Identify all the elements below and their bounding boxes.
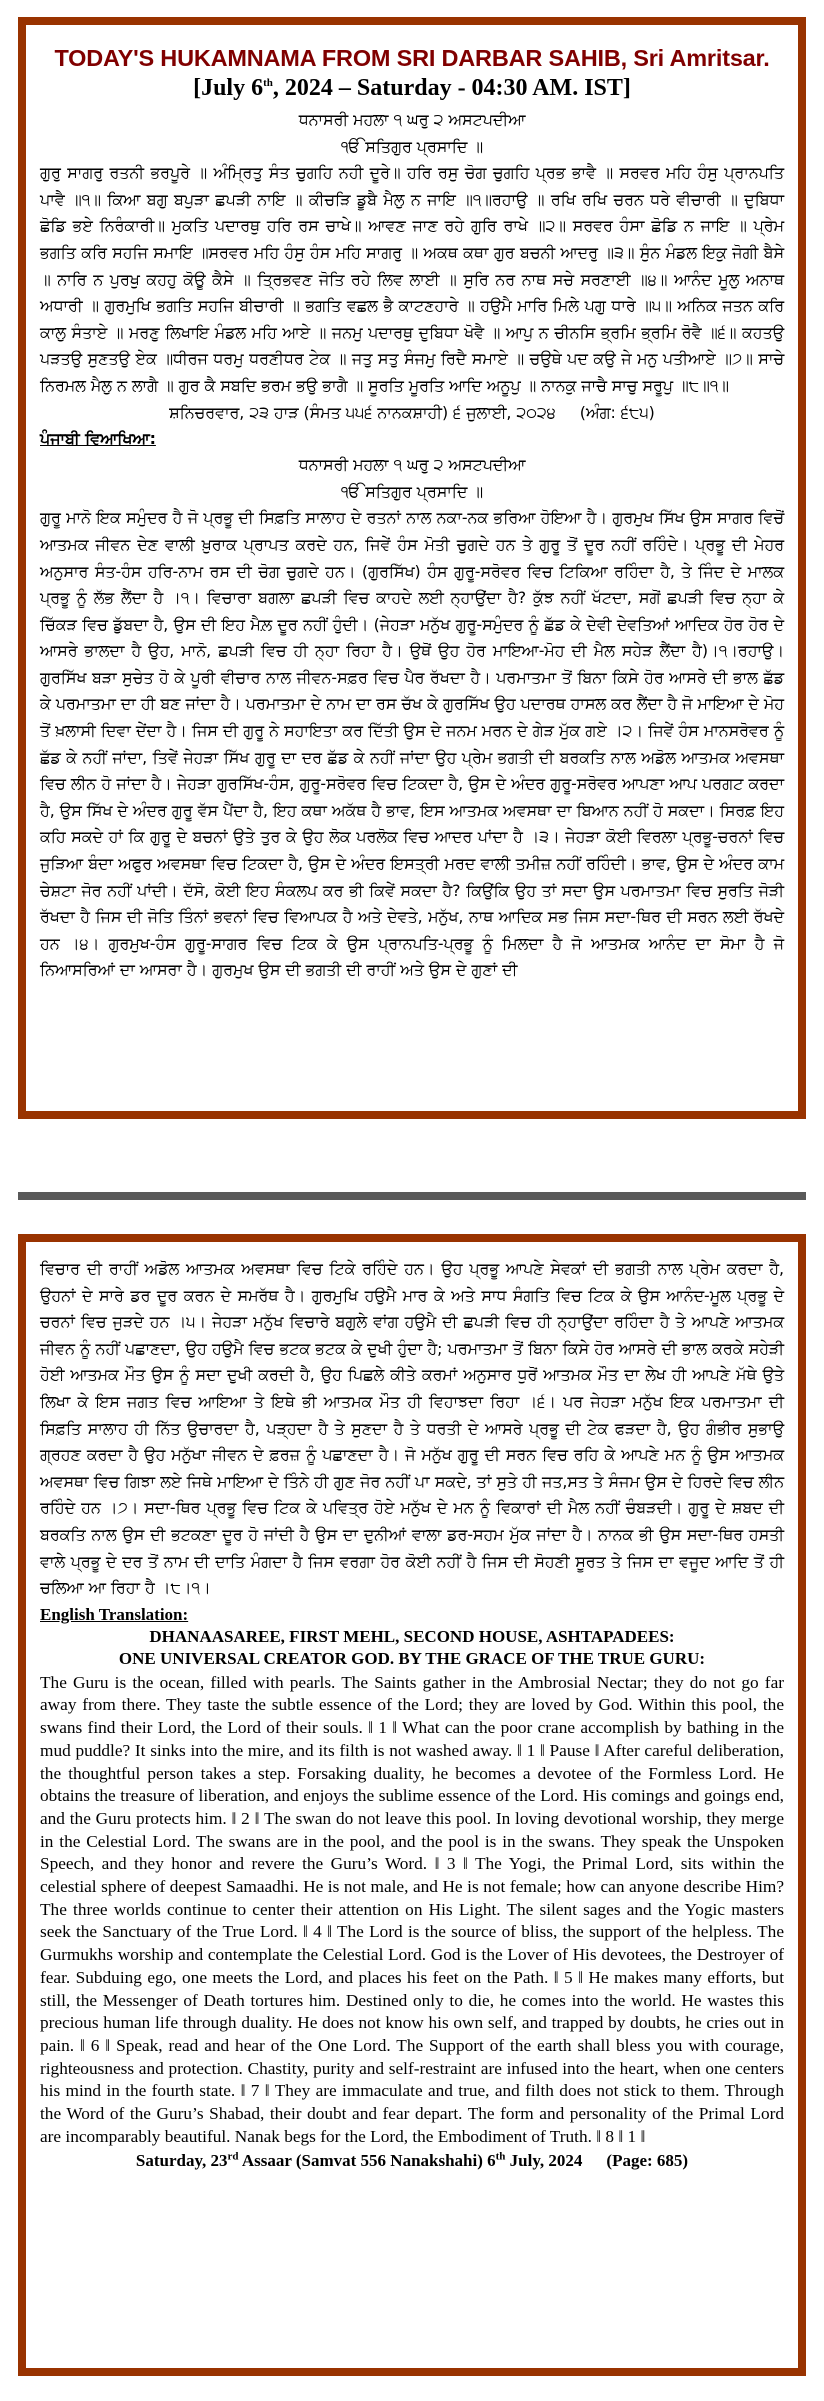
english-translation-label: English Translation: (40, 1604, 189, 1624)
footer-day: Saturday, 23 (135, 2151, 228, 2171)
date-prefix: [July 6 (193, 75, 264, 101)
footer-day-sup: rd (227, 2150, 239, 2163)
explanation-text-part2: ਵਿਚਾਰ ਦੀ ਰਾਹੀਂ ਅਡੋਲ ਆਤਮਕ ਅਵਸਥਾ ਵਿਚ ਟਿਕੇ ਰਹਿੰਦੇ ਹਨ। ਉਹ ਪ੍ਰਭੂ ਆਪਣੇ ਸੇਵਕਾਂ ਦੀ ਭਗਤੀ ਨਾਲ ਪ੍ਰੇਮ ਕਰਦਾ ਹੈ, ਉਹਨਾਂ ਦੇ ਸਾਰੇ ਡਰ ਦੂਰ ਕਰਨ ਦੇ ਸਮਰੱਥ ਹੈ। ਗੁਰਮੁਖਿ ਹਉਮੈ ਮਾਰ ਕੇ ਅਤੇ ਸਾਧ ਸੰਗਤਿ ਵਿਚ ਟਿਕ ਕੇ ਉਸ ਆਨੰਦ-ਮੂਲ ਪ੍ਰਭੂ ਦੇ ਚਰਨਾਂ ਵਿਚ ਜੁੜਦੇ ਹਨ ।੫। ਜੇਹੜਾ ਮਨੁੱਖ ਵਿਚਾਰੇ ਬਗੁਲੇ ਵਾਂਗ ਹਉਮੈ ਦੀ ਛਪੜੀ ਵਿਚ ਹੀ ਨ੍ਹਾਉਂਦਾ ਰਹਿੰਦਾ ਹੈ ਤੇ ਆਪਣੇ ਆਤਮਕ ਜੀਵਨ ਨੂੰ ਨਹੀਂ ਪਛਾਣਦਾ, ਉਹ ਹਉਮੈ ਵਿਚ ਭਟਕ ਭਟਕ ਕੇ ਦੁਖੀ ਹੁੰਦਾ ਹੈ; ਪਰਮਾਤਮਾ ਤੋਂ ਬਿਨਾ ਕਿਸੇ ਹੋਰ ਆਸਰੇ ਦੀ ਭਾਲ ਕਰਕੇ ਸਹੇੜੀ ਹੋਈ ਆਤਮਕ ਮੌਤ ਉਸ ਨੂੰ ਸਦਾ ਦੁਖੀ ਕਰਦੀ ਹੈ, ਉਹ ਪਿਛਲੇ ਕੀਤੇ ਕਰਮਾਂ ਅਨੁਸਾਰ ਧੁਰੋਂ ਆਤਮਕ ਮੌਤ ਦਾ ਲੇਖ ਹੀ ਆਪਣੇ ਮੱਥੇ ਉਤੇ ਲਿਖਾ ਕੇ ਇਸ ਜਗਤ ਵਿਚ ਆਇਆ ਤੇ ਇਥੇ ਭੀ ਆਤਮਕ ਮੌਤ ਹੀ ਵਿਹਾਝਦਾ ਰਿਹਾ ।੬। ਪਰ ਜੇਹੜਾ ਮਨੁੱਖ ਇਕ ਪਰਮਾਤਮਾ ਦੀ ਸਿਫ਼ਤਿ ਸਾਲਾਹ ਹੀ ਨਿੱਤ ਉਚਾਰਦਾ ਹੈ, ਪੜ੍ਹਦਾ ਹੈ ਤੇ ਸੁਣਦਾ ਹੈ ਤੇ ਧਰਤੀ ਦੇ ਆਸਰੇ ਪ੍ਰਭੂ ਦੀ ਟੇਕ ਫੜਦਾ ਹੈ, ਉਹ ਗੰਭੀਰ ਸੁਭਾਉ ਗ੍ਰਹਣ ਕਰਦਾ ਹੈ ਉਹ ਮਨੁੱਖਾ ਜੀਵਨ ਦੇ ਫ਼ਰਜ਼ ਨੂੰ ਪਛਾਣਦਾ ਹੈ। ਜੋ ਮਨੁੱਖ ਗੁਰੂ ਦੀ ਸਰਨ ਵਿਚ ਰਹਿ ਕੇ ਆਪਣੇ ਮਨ ਨੂੰ ਉਸ ਆਤਮਕ ਅਵਸਥਾ ਵਿਚ ਗਿਝਾ ਲਏ ਜਿਥੇ ਮਾਇਆ ਦੇ ਤਿੰਨੇ ਹੀ ਗੁਣ ਜੋਰ ਨਹੀਂ ਪਾ ਸਕਦੇ, ਤਾਂ ਸੁਤੇ ਹੀ ਜਤ,ਸਤ ਤੇ ਸੰਜਮ ਉਸ ਦੇ ਹਿਰਦੇ ਵਿਚ ਲੀਨ ਰਹਿੰਦੇ ਹਨ ।੭। ਸਦਾ-ਥਿਰ ਪ੍ਰਭੂ ਵਿਚ ਟਿਕ ਕੇ ਪਵਿਤ੍ਰ ਹੋਏ ਮਨੁੱਖ ਦੇ ਮਨ ਨੂੰ ਵਿਕਾਰਾਂ ਦੀ ਮੈਲ ਨਹੀਂ ਚੰਬੜਦੀ। ਗੁਰੂ ਦੇ ਸ਼ਬਦ ਦੀ ਬਰਕਤਿ ਨਾਲ ਉਸ ਦੀ ਭਟਕਣਾ ਦੂਰ ਹੋ ਜਾਂਦੀ ਹੈ ਉਸ ਦਾ ਦੁਨੀਆਂ ਵਾਲਾ ਡਰ-ਸਹਮ ਮੁੱਕ ਜਾਂਦਾ ਹੈ। ਨਾਨਕ ਭੀ ਉਸ ਸਦਾ-ਥਿਰ ਹਸਤੀ ਵਾਲੇ ਪ੍ਰਭੂ ਦੇ ਦਰ ਤੋਂ ਨਾਮ ਦੀ ਦਾਤਿ ਮੰਗਦਾ ਹੈ ਜਿਸ ਵਰਗਾ ਹੋਰ ਕੋਈ ਨਹੀਂ ਹੈ ਜਿਸ ਦੀ ਸੋਹਣੀ ਸੂਰਤ ਤੇ ਜਿਸ ਦਾ ਵਜੂਦ ਆਦਿ ਤੋਂ ਹੀ ਚਲਿਆ ਆ ਰਿਹਾ ਹੈ ।੮।੧। (40, 1259, 784, 1598)
hukamnama-panel-top (18, 17, 806, 1119)
explanation-mool-mantar: ੴ ਸਤਿਗੁਰ ਪ੍ਰਸਾਦਿ ॥ (340, 481, 483, 501)
punjabi-date: ਸ਼ਨਿਚਰਵਾਰ, ੨੩ ਹਾੜ (ਸੰਮਤ ੫੫੬ ਨਾਨਕਸ਼ਾਹੀ) ੬ ਜੁਲਾਈ, ੨੦੨੪ (169, 402, 556, 422)
date-sup: th (263, 77, 273, 89)
mool-mantar: ੴ ਸਤਿਗੁਰ ਪ੍ਰਸਾਦਿ ॥ (340, 136, 483, 156)
english-heading-raag: DHANAASAREE, FIRST MEHL, SECOND HOUSE, ASHTAPADEES: (149, 1626, 675, 1646)
english-date-footer (40, 2150, 784, 2172)
english-translation-text: The Guru is the ocean, filled with pearls. The Saints gather in the Ambrosial Nectar; they do not go far away from there. They taste the subtle essence of the Lord; they are loved by God. Within this pool, the swans find their Lord, the Lord of their souls. ‖ 1 ‖ What can the poor crane accomplish by bathing in the mud puddle? It sinks into the mire, and its filth is not washed away. ‖ 1 ‖ Pause ‖ After careful deliberation, the thoughtful person takes a step. Forsaking duality, he becomes a devotee of the Formless Lord. He obtains the treasure of liberation, and enjoys the sublime essence of the Lord. His comings and goings end, and the Guru protects him. ‖ 2 ‖ The swan do not leave this pool. In loving devotional worship, they merge in the Celestial Lord. The swans are in the pool, and the pool is in the swans. They speak the Unspoken Speech, and they honor and revere the Guru’s Word. ‖ 3 ‖ The Yogi, the Primal Lord, sits within the celestial sphere of deepest Samaadhi. He is not male, and He is not female; how can anyone describe Him? The three worlds continue to center their attention on His Light. The silent sages and the Yogic masters seek the Sanctuary of the True Lord. ‖ 4 ‖ The Lord is the source of bliss, the support of the helpless. The Gurmukhs worship and contemplate the Celestial Lord. God is the Lover of His devotees, the Destroyer of fear. Subduing ego, one meets the Lord, and places his feet on the Path. ‖ 5 ‖ He makes many efforts, but still, the Messenger of Death tortures him. Destined only to die, he comes into the world. He wastes this precious human life through duality. He does not know his own self, and trapped by doubts, he cries out in pain. ‖ 6 ‖ Speak, read and hear of the One Lord. The Support of the earth shall bless you with courage, righteousness and protection. Chastity, purity and self-restraint are infused into the heart, when one centers his mind in the fourth state. ‖ 7 ‖ They are immaculate and true, and filth does not stick to them. Through the Word of the Guru’s Shabad, their doubt and fear depart. The form and personality of the Primal Lord are incomparably beautiful. Nanak begs for the Lord, the Embodiment of Truth. ‖ 8 ‖ 1 ‖ (40, 1672, 784, 2146)
gurbani-date-line (40, 400, 784, 427)
section-divider (18, 1192, 806, 1200)
footer-end: July, 2024 (505, 2151, 583, 2171)
explanation-text-part1: ਗੁਰੂ ਮਾਨੋ ਇਕ ਸਮੁੰਦਰ ਹੈ ਜੋ ਪ੍ਰਭੂ ਦੀ ਸਿਫ਼ਤਿ ਸਾਲਾਹ ਦੇ ਰਤਨਾਂ ਨਾਲ ਨਕਾ-ਨਕ ਭਰਿਆ ਹੋਇਆ ਹੈ। ਗੁਰਮੁਖ ਸਿੱਖ ਉਸ ਸਾਗਰ ਵਿਚੋਂ ਆਤਮਕ ਜੀਵਨ ਦੇਣ ਵਾਲੀ ਖ਼ੁਰਾਕ ਪ੍ਰਾਪਤ ਕਰਦੇ ਹਨ, ਜਿਵੇਂ ਹੰਸ ਮੋਤੀ ਚੁਗਦੇ ਹਨ ਤੇ ਗੁਰੂ ਤੋਂ ਦੂਰ ਨਹੀਂ ਰਹਿੰਦੇ। ਪ੍ਰਭੂ ਦੀ ਮੇਹਰ ਅਨੁਸਾਰ ਸੰਤ-ਹੰਸ ਹਰਿ-ਨਾਮ ਰਸ ਦੀ ਚੋਗ ਚੁਗਦੇ ਹਨ। (ਗੁਰਸਿੱਖ) ਹੰਸ ਗੁਰੂ-ਸਰੋਵਰ ਵਿਚ ਟਿਕਿਆ ਰਹਿੰਦਾ ਹੈ, ਤੇ ਜਿੰਦ ਦੇ ਮਾਲਕ ਪ੍ਰਭੂ ਨੂੰ ਲੱਭ ਲੈਂਦਾ ਹੈ ।੧। ਵਿਚਾਰਾ ਬਗਲਾ ਛਪੜੀ ਵਿਚ ਕਾਹਦੇ ਲਈ ਨ੍ਹਾਉਂਦਾ ਹੈ? ਕੁੱਝ ਨਹੀਂ ਖੱਟਦਾ, ਸਗੋਂ ਛਪੜੀ ਵਿਚ ਨ੍ਹਾ ਕੇ ਚਿੱਕੜ ਵਿਚ ਡੁੱਬਦਾ ਹੈ, ਉਸ ਦੀ ਇਹ ਮੈਲ਼ ਦੂਰ ਨਹੀਂ ਹੁੰਦੀ। (ਜੇਹੜਾ ਮਨੁੱਖ ਗੁਰੂ-ਸਮੁੰਦਰ ਨੂੰ ਛੱਡ ਕੇ ਦੇਵੀ ਦੇਵਤਿਆਂ ਆਦਿਕ ਹੋਰ ਹੋਰ ਦੇ ਆਸਰੇ ਭਾਲਦਾ ਹੈ ਉਹ, ਮਾਨੋ, ਛਪੜੀ ਵਿਚ ਹੀ ਨ੍ਹਾ ਰਿਹਾ ਹੈ। ਉਥੋਂ ਉਹ ਹੋਰ ਮਾਇਆ-ਮੋਹ ਦੀ ਮੈਲ ਸਹੇੜ ਲੈਂਦਾ ਹੈ)।੧।ਰਹਾਉ। ਗੁਰਸਿੱਖ ਬੜਾ ਸੁਚੇਤ ਹੋ ਕੇ ਪੂਰੀ ਵੀਚਾਰ ਨਾਲ ਜੀਵਨ-ਸਫ਼ਰ ਵਿਚ ਪੈਰ ਰੱਖਦਾ ਹੈ। ਪਰਮਾਤਮਾ ਤੋਂ ਬਿਨਾ ਕਿਸੇ ਹੋਰ ਆਸਰੇ ਦੀ ਭਾਲ ਛੱਡ ਕੇ ਪਰਮਾਤਮਾ ਦਾ ਹੀ ਬਣ ਜਾਂਦਾ ਹੈ। ਪਰਮਾਤਮਾ ਦੇ ਨਾਮ ਦਾ ਰਸ ਚੱਖ ਕੇ ਗੁਰਸਿੱਖ ਉਹ ਪਦਾਰਥ ਹਾਸਲ ਕਰ ਲੈਂਦਾ ਹੈ ਜੋ ਮਾਇਆ ਦੇ ਮੋਹ ਤੋਂ ਖ਼ਲਾਸੀ ਦਿਵਾ ਦੇਂਦਾ ਹੈ। ਜਿਸ ਦੀ ਗੁਰੂ ਨੇ ਸਹਾਇਤਾ ਕਰ ਦਿੱਤੀ ਉਸ ਦੇ ਜਨਮ ਮਰਨ ਦੇ ਗੇੜ ਮੁੱਕ ਗਏ ।੨। ਜਿਵੇਂ ਹੰਸ ਮਾਨਸਰੋਵਰ ਨੂੰ ਛੱਡ ਕੇ ਨਹੀਂ ਜਾਂਦਾ, ਤਿਵੇਂ ਜੇਹੜਾ ਸਿੱਖ ਗੁਰੂ ਦਾ ਦਰ ਛੱਡ ਕੇ ਨਹੀਂ ਜਾਂਦਾ ਉਹ ਪ੍ਰੇਮ ਭਗਤੀ ਦੀ ਬਰਕਤਿ ਨਾਲ ਅਡੋਲ ਆਤਮਕ ਅਵਸਥਾ ਵਿਚ ਲੀਨ ਹੋ ਜਾਂਦਾ ਹੈ। ਜੇਹੜਾ ਗੁਰਸਿੱਖ-ਹੰਸ, ਗੁਰੂ-ਸਰੋਵਰ ਵਿਚ ਟਿਕਦਾ ਹੈ, ਉਸ ਦੇ ਅੰਦਰ ਗੁਰੂ-ਸਰੋਵਰ ਆਪਣਾ ਆਪ ਪਰਗਟ ਕਰਦਾ ਹੈ, ਉਸ ਸਿੱਖ ਦੇ ਅੰਦਰ ਗੁਰੂ ਵੱਸ ਪੈਂਦਾ ਹੈ, ਇਹ ਕਥਾ ਅਕੱਥ ਹੈ ਭਾਵ, ਇਸ ਆਤਮਕ ਅਵਸਥਾ ਦਾ ਬਿਆਨ ਨਹੀਂ ਹੋ ਸਕਦਾ। ਸਿਰਫ਼ ਇਹ ਕਹਿ ਸਕਦੇ ਹਾਂ ਕਿ ਗੁਰੂ ਦੇ ਬਚਨਾਂ ਉਤੇ ਤੁਰ ਕੇ ਉਹ ਲੋਕ ਪਰਲੋਕ ਵਿਚ ਆਦਰ ਪਾਂਦਾ ਹੈ ।੩। ਜੇਹੜਾ ਕੋਈ ਵਿਰਲਾ ਪ੍ਰਭੂ-ਚਰਨਾਂ ਵਿਚ ਜੁੜਿਆ ਬੰਦਾ ਅਫੁਰ ਅਵਸਥਾ ਵਿਚ ਟਿਕਦਾ ਹੈ, ਉਸ ਦੇ ਅੰਦਰ ਇਸਤ੍ਰੀ ਮਰਦ ਵਾਲੀ ਤਮੀਜ਼ ਨਹੀਂ ਰਹਿੰਦੀ। ਭਾਵ, ਉਸ ਦੇ ਅੰਦਰ ਕਾਮ ਚੇਸ਼ਟਾ ਜੋਰ ਨਹੀਂ ਪਾਂਦੀ। ਦੱਸੋ, ਕੋਈ ਇਹ ਸੰਕਲਪ ਕਰ ਭੀ ਕਿਵੇਂ ਸਕਦਾ ਹੈ? ਕਿਉਂਕਿ ਉਹ ਤਾਂ ਸਦਾ ਉਸ ਪਰਮਾਤਮਾ ਵਿਚ ਸੁਰਤਿ ਜੋੜੀ ਰੱਖਦਾ ਹੈ ਜਿਸ ਦੀ ਜੋਤਿ ਤਿੰਨਾਂ ਭਵਨਾਂ ਵਿਚ ਵਿਆਪਕ ਹੈ ਅਤੇ ਦੇਵਤੇ, ਮਨੁੱਖ, ਨਾਥ ਆਦਿਕ ਸਭ ਜਿਸ ਸਦਾ-ਥਿਰ ਦੀ ਸਰਨ ਲਈ ਰੱਖਦੇ ਹਨ ।੪। ਗੁਰਮੁਖ-ਹੰਸ ਗੁਰੂ-ਸਾਗਰ ਵਿਚ ਟਿਕ ਕੇ ਉਸ ਪ੍ਰਾਨਪਤਿ-ਪ੍ਰਭੂ ਨੂੰ ਮਿਲਦਾ ਹੈ ਜੋ ਆਤਮਕ ਆਨੰਦ ਦਾ ਸੋਮਾ ਹੈ ਜੋ ਨਿਆਸਰਿਆਂ ਦਾ ਆਸਰਾ ਹੈ। ਗੁਰਮੁਖ ਉਸ ਦੀ ਭਗਤੀ ਦੀ ਰਾਹੀਂ ਅਤੇ ਉਸ ਦੇ ਗੁਣਾਂ ਦੀ (40, 508, 784, 980)
raag-heading: ਧਨਾਸਰੀ ਮਹਲਾ ੧ ਘਰੁ ੨ ਅਸਟਪਦੀਆ (298, 110, 526, 129)
explanation-raag-heading: ਧਨਾਸਰੀ ਮਹਲਾ ੧ ਘਰੁ ੨ ਅਸਟਪਦੀਆ (298, 455, 526, 475)
punjabi-explanation-continued (40, 1256, 784, 1602)
date-suffix: , 2024 – Saturday - 04:30 AM. IST] (272, 75, 631, 101)
hukamnama-panel-bottom (18, 1234, 806, 2376)
page-title: TODAY'S HUKAMNAMA FROM SRI DARBAR SAHIB, Sri Amritsar. (54, 45, 770, 71)
gurbani-text: ਗੁਰੁ ਸਾਗਰੁ ਰਤਨੀ ਭਰਪੂਰੇ ॥ ਅੰਮ੍ਰਿਤੁ ਸੰਤ ਚੁਗਹਿ ਨਹੀ ਦੂਰੇ॥ ਹਰਿ ਰਸੁ ਚੋਗ ਚੁਗਹਿ ਪ੍ਰਭ ਭਾਵੈ ॥ ਸਰਵਰ ਮਹਿ ਹੰਸੁ ਪ੍ਰਾਨਪਤਿ ਪਾਵੈ ॥੧॥ ਕਿਆ ਬਗੁ ਬਪੁੜਾ ਛਪੜੀ ਨਾਇ ॥ ਕੀਚੜਿ ਡੂਬੈ ਮੈਲੁ ਨ ਜਾਇ ॥੧॥ਰਹਾਉ ॥ ਰਖਿ ਰਖਿ ਚਰਨ ਧਰੇ ਵੀਚਾਰੀ ॥ ਦੁਬਿਧਾ ਛੋਡਿ ਭਏ ਨਿਰੰਕਾਰੀ॥ ਮੁਕਤਿ ਪਦਾਰਥੁ ਹਰਿ ਰਸ ਚਾਖੇ॥ ਆਵਣ ਜਾਣ ਰਹੇ ਗੁਰਿ ਰਾਖੇ ॥੨॥ ਸਰਵਰ ਹੰਸਾ ਛੋਡਿ ਨ ਜਾਇ ॥ ਪ੍ਰੇਮ ਭਗਤਿ ਕਰਿ ਸਹਜਿ ਸਮਾਇ ॥ਸਰਵਰ ਮਹਿ ਹੰਸੁ ਹੰਸ ਮਹਿ ਸਾਗਰੁ ॥ ਅਕਥ ਕਥਾ ਗੁਰ ਬਚਨੀ ਆਦਰੁ ॥੩॥ ਸੁੰਨ ਮੰਡਲ ਇਕੁ ਜੋਗੀ ਬੈਸੇ ॥ ਨਾਰਿ ਨ ਪੁਰਖੁ ਕਹਹੁ ਕੋਊ ਕੈਸੇ ॥ ਤ੍ਰਿਭਵਣ ਜੋਤਿ ਰਹੇ ਲਿਵ ਲਾਈ ॥ ਸੁਰਿ ਨਰ ਨਾਥ ਸਚੇ ਸਰਣਾਈ ॥੪॥ ਆਨੰਦ ਮੂਲੁ ਅਨਾਥ ਅਧਾਰੀ ॥ ਗੁਰਮੁਖਿ ਭਗਤਿ ਸਹਜਿ ਬੀਚਾਰੀ ॥ ਭਗਤਿ ਵਛਲ ਭੈ ਕਾਟਣਹਾਰੇ ॥ ਹਉਮੈ ਮਾਰਿ ਮਿਲੇ ਪਗੁ ਧਾਰੇ ॥੫॥ ਅਨਿਕ ਜਤਨ ਕਰਿ ਕਾਲੁ ਸੰਤਾਏ ॥ ਮਰਣੁ ਲਿਖਾਇ ਮੰਡਲ ਮਹਿ ਆਏ ॥ ਜਨਮੁ ਪਦਾਰਥੁ ਦੁਬਿਧਾ ਖੋਵੈ ॥ ਆਪੁ ਨ ਚੀਨਸਿ ਭ੍ਰਮਿ ਭ੍ਰਮਿ ਰੋਵੈ ॥੬॥ ਕਹਤਉ ਪੜਤਉ ਸੁਣਤਉ ਏਕ ॥ਧੀਰਜ ਧਰਮੁ ਧਰਣੀਧਰ ਟੇਕ ॥ ਜਤੁ ਸਤੁ ਸੰਜਮੁ ਰਿਦੈ ਸਮਾਏ ॥ ਚਉਥੇ ਪਦ ਕਉ ਜੇ ਮਨੁ ਪਤੀਆਏ ॥੭॥ ਸਾਚੇ ਨਿਰਮਲ ਮੈਲੁ ਨ ਲਾਗੈ ॥ ਗੁਰ ਕੈ ਸਬਦਿ ਭਰਮ ਭਉ ਭਾਗੈ ॥ ਸੂਰਤਿ ਮੂਰਤਿ ਆਦਿ ਅਨੂਪੁ ॥ ਨਾਨਕੁ ਜਾਚੈ ਸਾਚੁ ਸਰੂਪੁ ॥੮॥੧॥ (40, 163, 784, 395)
gurbani-section (40, 107, 784, 426)
footer-mid: Assaar (Samvat 556 Nanakshahi) 6 (238, 2151, 496, 2171)
date-subtitle (40, 73, 784, 103)
ang-reference: (ਅੰਗ: ੬੮੫) (579, 402, 655, 422)
punjabi-explanation-label: ਪੰਜਾਬੀ ਵਿਆਖਿਆ: (40, 429, 156, 449)
punjabi-explanation (40, 452, 784, 984)
english-heading-mool-mantar: ONE UNIVERSAL CREATOR GOD. BY THE GRACE OF THE TRUE GURU: (118, 1648, 706, 1668)
footer-page-reference: (Page: 685) (606, 2151, 689, 2171)
footer-mid-sup: th (495, 2150, 506, 2163)
